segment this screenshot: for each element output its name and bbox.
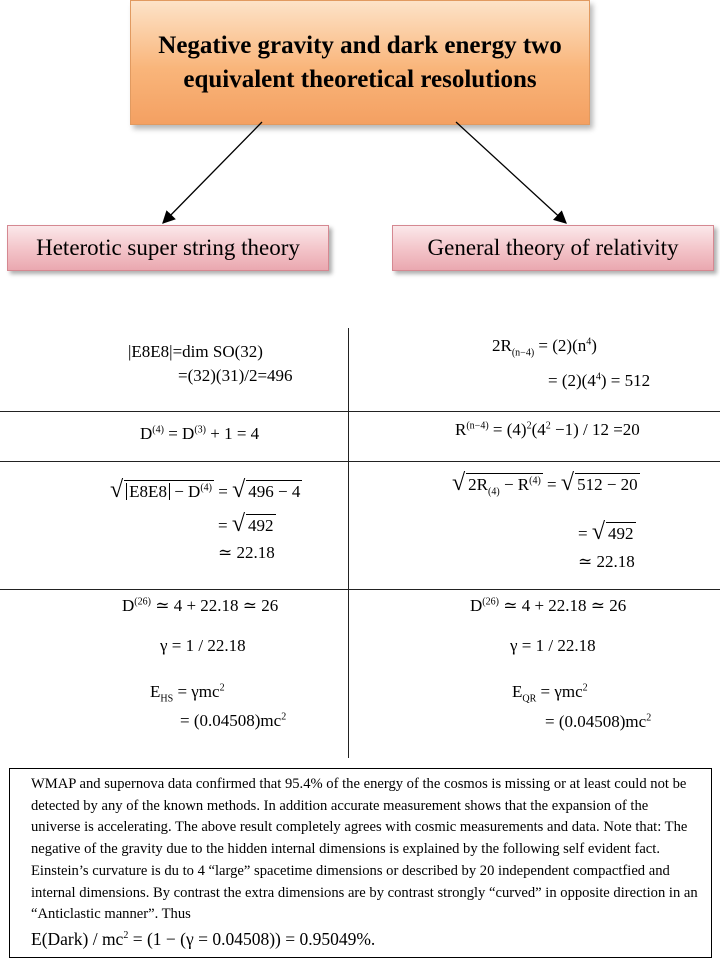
eq-text: ≃ 22.18 bbox=[578, 552, 635, 571]
right-eq-gamma bbox=[510, 637, 596, 654]
arrow-right bbox=[456, 122, 566, 223]
right-eq-r: $R^{(n-4)} = (4)^2(4^2 -1) / 12 =20$ bbox=[455, 420, 640, 439]
eq-text: γ = 1 / 22.18 bbox=[160, 636, 246, 655]
left-eq-energy: $E_{HS} = \gamma mc^2$ bbox=[150, 682, 225, 705]
right-eq-approx bbox=[578, 553, 635, 570]
note-formula: E(Dark) / $mc^2 = (1 - (\gamma = 0.04508)) = 0.95049\%$. bbox=[31, 929, 376, 950]
left-eq-d26: $D^{(26)}$ ≃ 4 + 22.18 ≃ 26 bbox=[122, 596, 279, 615]
table-column-divider bbox=[348, 328, 349, 758]
left-eq-sqrt492: = √ 492 bbox=[218, 511, 274, 537]
right-eq-energy-value: = $(0.04508)mc^2$ bbox=[545, 712, 652, 731]
left-eq-gamma bbox=[160, 637, 246, 654]
right-eq-sqrt492: = √ 492 bbox=[578, 519, 634, 545]
page-title: Negative gravity and dark energy two equivalent theoretical resolutions bbox=[158, 32, 562, 93]
title-box bbox=[130, 0, 590, 125]
right-eq-d26: $D^{(26)}$ ≃ 4 + 22.18 ≃ 26 bbox=[470, 596, 627, 615]
arrow-left bbox=[163, 122, 262, 223]
left-eq-dimension-value bbox=[178, 367, 293, 384]
branch-heterotic-string bbox=[7, 225, 329, 271]
table-row-divider bbox=[0, 589, 720, 590]
eq-text: γ = 1 / 22.18 bbox=[510, 636, 596, 655]
right-eq-sqrt: √ $2R_{(4)} - R^{(4)}$ = √ 512 − 20 bbox=[452, 470, 638, 498]
branch-general-relativity bbox=[392, 225, 714, 271]
left-eq-sqrt: √ $E8E8 - D^{(4)}$ = √ 496 − 4 bbox=[110, 477, 301, 503]
left-eq-dimension bbox=[128, 343, 263, 360]
eq-text: ≃ 22.18 bbox=[218, 543, 275, 562]
note-box bbox=[9, 768, 712, 958]
table-row-divider bbox=[0, 411, 720, 412]
eq-text: |E8E8|=dim SO(32) bbox=[128, 342, 263, 361]
note-text: WMAP and supernova data confirmed that 95.4% of the energy of the cosmos is missing or at least could not be detected by any of the known methods. In addition accurate measurement shows that the expansion of the universe is accelerating. The above result completely agrees with cosmic measurements and data. Note that: The negative of the gravity due to the hidden internal dimensions is explained by the following self evident fact. Einstein’s curvature is du to 4 “large” spacetime dimensions or described by 20 independent compactfied and internal dimensions. By contrast the extra dimensions are by contrast strongly “curved” in opposite direction in an “Anticlastic manner”. Thus bbox=[31, 776, 698, 923]
right-eq-energy: $E_{QR} = \gamma mc^2$ bbox=[512, 682, 588, 705]
branch-right-label: General theory of relativity bbox=[427, 235, 679, 260]
left-eq-d4: $D^{(4)} = D^{(3)} + 1 = 4$ bbox=[140, 424, 260, 443]
right-eq-512: = $(2)(4^4) = 512$ bbox=[548, 371, 651, 390]
table-row-divider bbox=[0, 461, 720, 462]
left-eq-energy-value: = $(0.04508)mc^2$ bbox=[180, 711, 287, 730]
right-eq-2r: $2R_{(n-4)} = (2)(n^4)$ bbox=[492, 336, 597, 359]
left-eq-approx bbox=[218, 544, 275, 561]
eq-text: =(32)(31)/2=496 bbox=[178, 366, 293, 385]
branch-left-label: Heterotic super string theory bbox=[36, 235, 300, 260]
